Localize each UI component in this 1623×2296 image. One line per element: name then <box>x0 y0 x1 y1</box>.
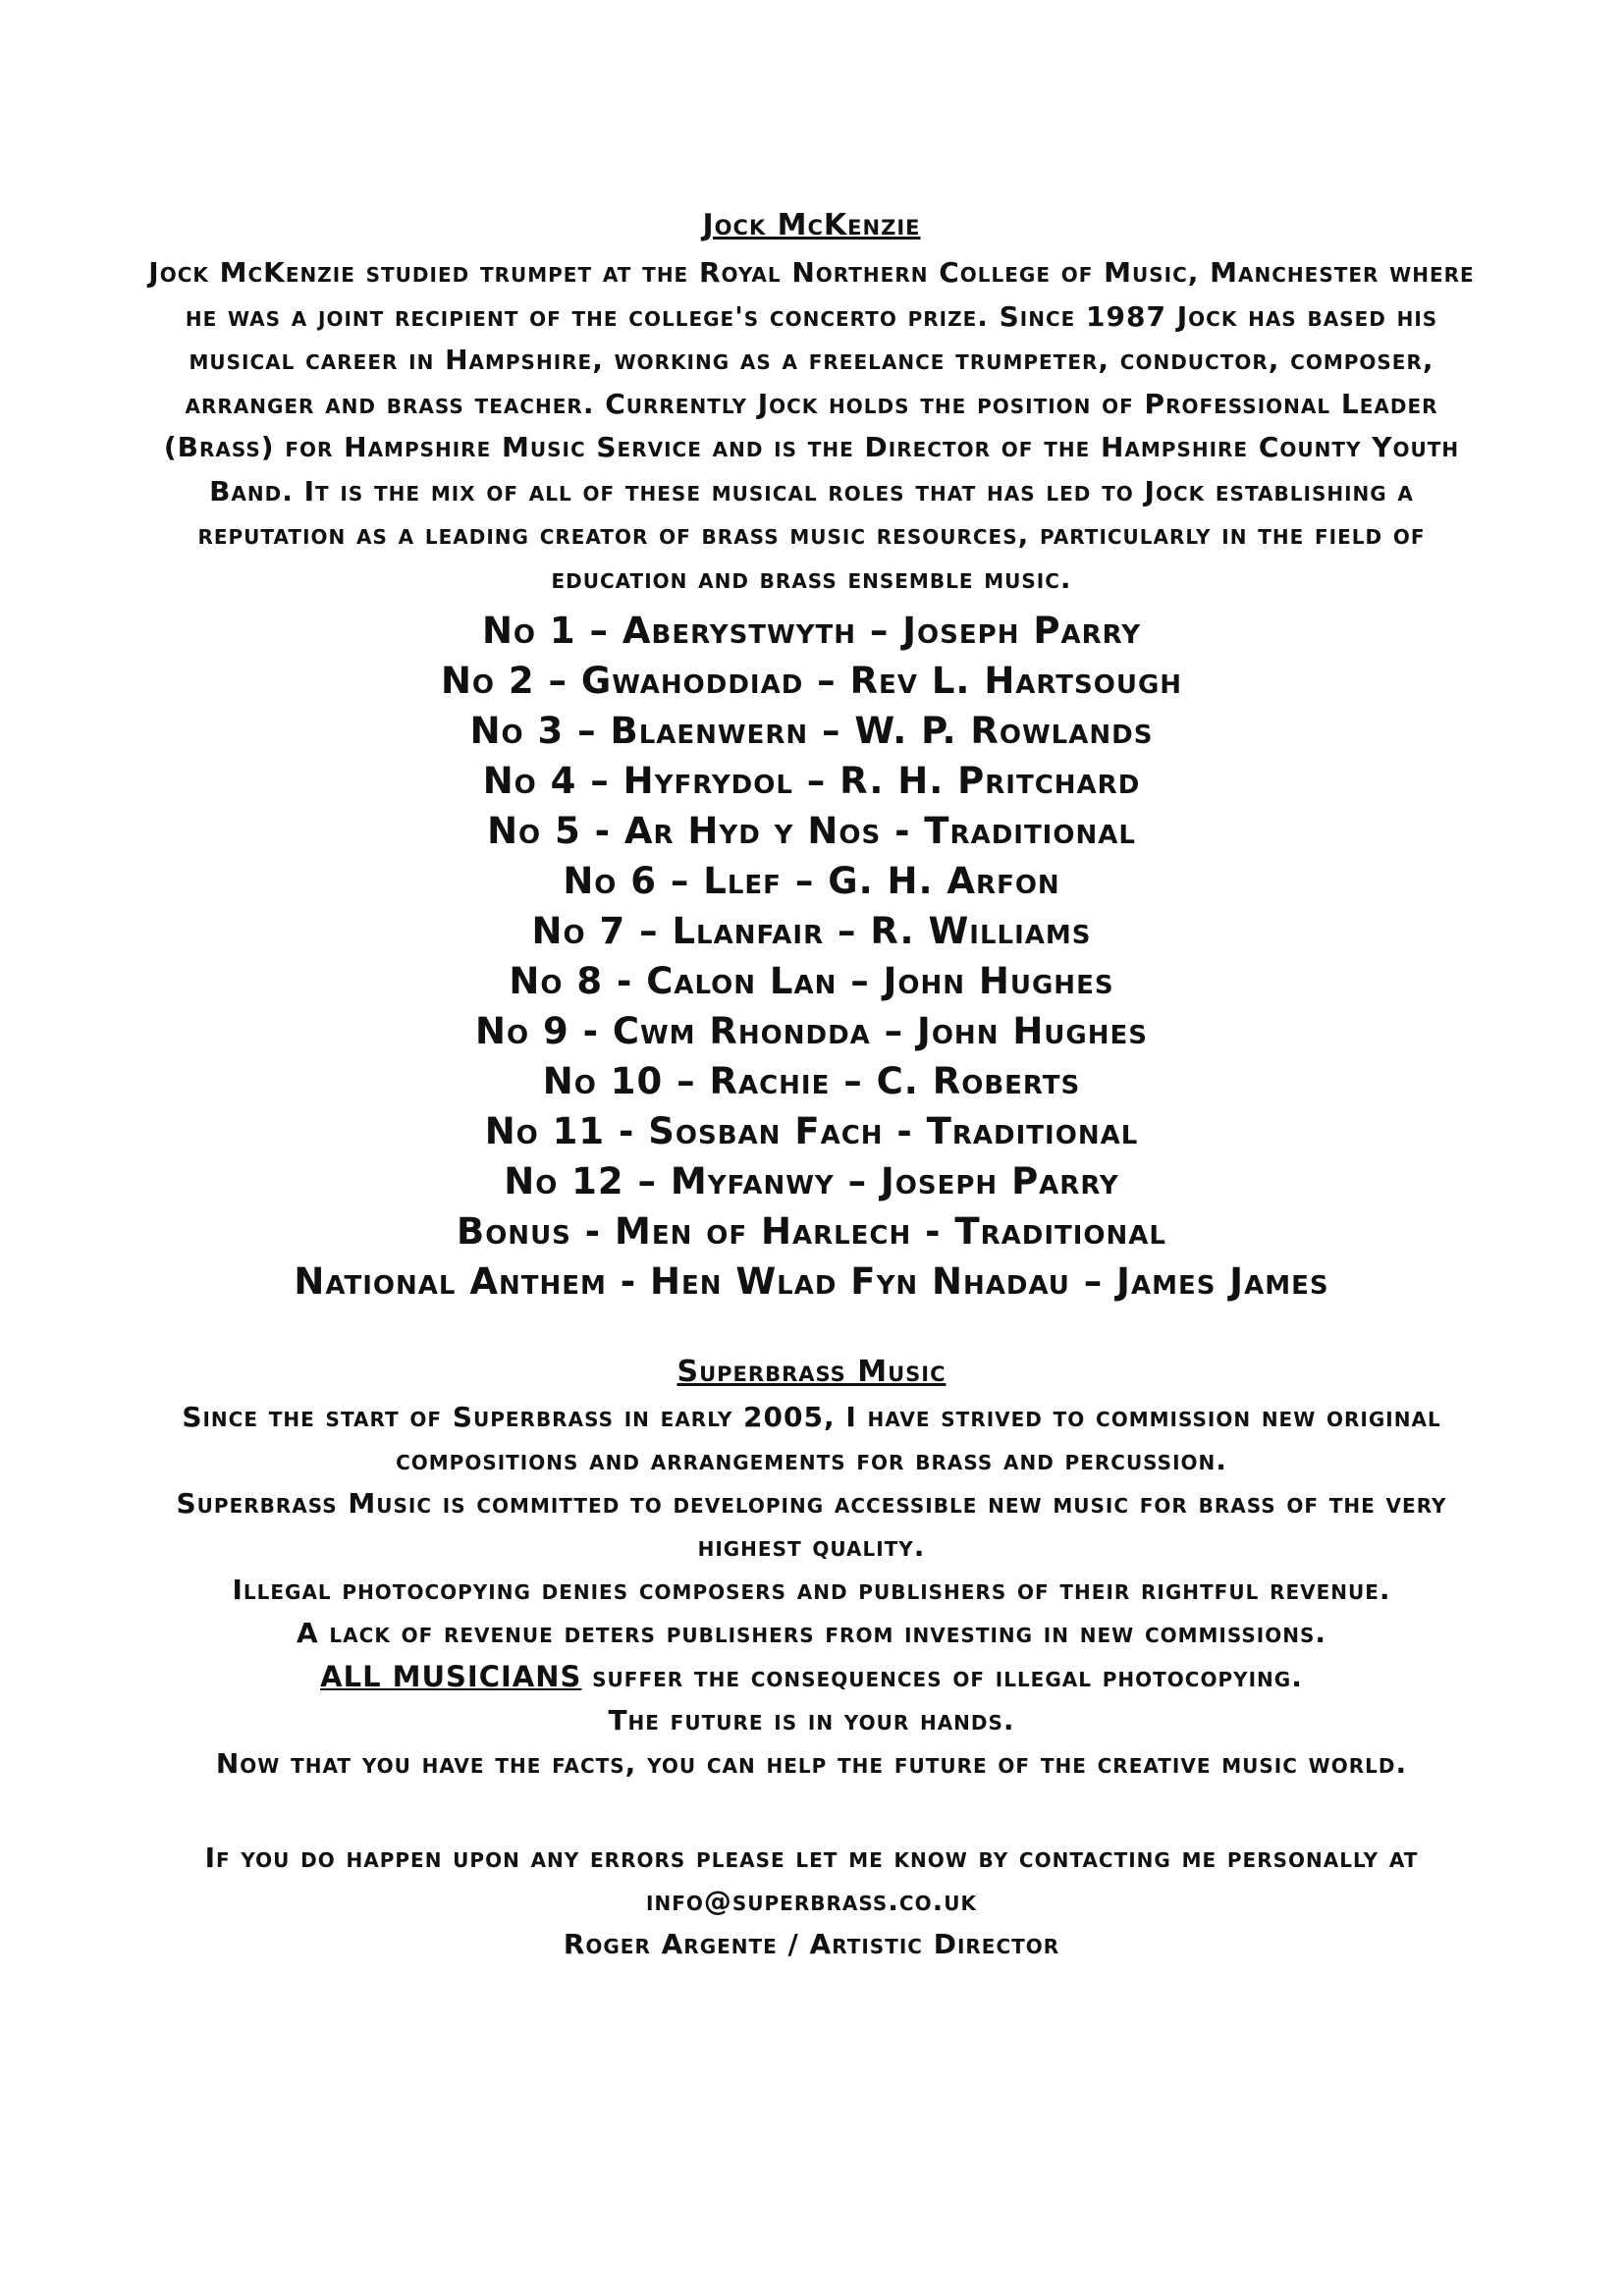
publisher-paragraph: Since the start of Superbrass in early 2005, I have strived to commission new original compositions and arrangements for brass and percussion. <box>182 1401 1441 1476</box>
publisher-paragraph: The future is in your hands. <box>608 1704 1015 1736</box>
track-item: No 1 – Aberystwyth – Joseph Parry <box>481 610 1142 652</box>
track-item: No 8 - Calon Lan – John Hughes <box>509 960 1114 1002</box>
publisher-section <box>147 1355 1476 1786</box>
publisher-paragraph: Now that you have the facts, you can help the future of the creative music world. <box>215 1747 1408 1780</box>
track-list <box>196 606 1427 1307</box>
publisher-paragraph-musicians <box>147 1655 1476 1699</box>
contact-line: If you do happen upon any errors please let me know by contacting me personally at <box>204 1842 1419 1874</box>
track-item: No 3 – Blaenwern – W. P. Rowlands <box>469 710 1154 752</box>
track-item: No 5 - Ar Hyd y Nos - Traditional <box>487 810 1136 852</box>
track-item: National Anthem - Hen Wlad Fyn Nhadau – James James <box>294 1260 1329 1303</box>
signature-line: Roger Argente / Artistic Director <box>563 1928 1060 1960</box>
composer-bio-section <box>147 208 1476 601</box>
contact-section <box>147 1837 1476 1966</box>
musicians-sentence-rest: suffer the consequences of illegal photocopying. <box>581 1661 1303 1693</box>
contact-email: info@superbrass.co.uk <box>646 1885 977 1917</box>
track-item: No 11 - Sosban Fach - Traditional <box>484 1110 1139 1152</box>
track-item: No 10 – Rachie – C. Roberts <box>542 1060 1081 1102</box>
track-item: No 7 – Llanfair – R. Williams <box>531 910 1092 952</box>
track-item: No 2 – Gwahoddiad – Rev L. Hartsough <box>440 660 1183 702</box>
track-item: No 9 - Cwm Rhondda – John Hughes <box>475 1010 1148 1052</box>
track-item: No 12 – Myfanwy – Joseph Parry <box>504 1160 1119 1202</box>
publisher-heading: Superbrass Music <box>676 1355 947 1389</box>
publisher-paragraph: A lack of revenue deters publishers from investing in new commissions. <box>297 1617 1326 1649</box>
track-item: No 4 – Hyfrydol – R. H. Pritchard <box>482 760 1141 802</box>
publisher-paragraph: Illegal photocopying denies composers and publishers of their rightful revenue. <box>232 1574 1391 1606</box>
composer-bio-heading: Jock McKenzie <box>702 208 921 242</box>
track-item: No 6 – Llef – G. H. Arfon <box>563 860 1060 902</box>
track-item: Bonus - Men of Harlech - Traditional <box>457 1210 1166 1253</box>
composer-bio-text: Jock McKenzie studied trumpet at the Royal Northern College of Music, Manchester where he was a joint recipient of the college's concerto prize. Since 1987 Jock has based his musical career in Hampshire, working as a freelance trumpeter, conductor, composer, arranger and brass teacher. Currently Jock holds the position of Professional Leader (Brass) for Hampshire Music Service and is the Director of the Hampshire County Youth Band. It is the mix of all of these musical roles that has led to Jock establishing a reputation as a leading creator of brass music resources, particularly in the field of education and brass ensemble music. <box>148 256 1475 595</box>
publisher-paragraph: Superbrass Music is committed to developing accessible new music for brass of the very highest quality. <box>176 1487 1447 1563</box>
all-musicians-emphasis: ALL MUSICIANS <box>320 1660 582 1693</box>
